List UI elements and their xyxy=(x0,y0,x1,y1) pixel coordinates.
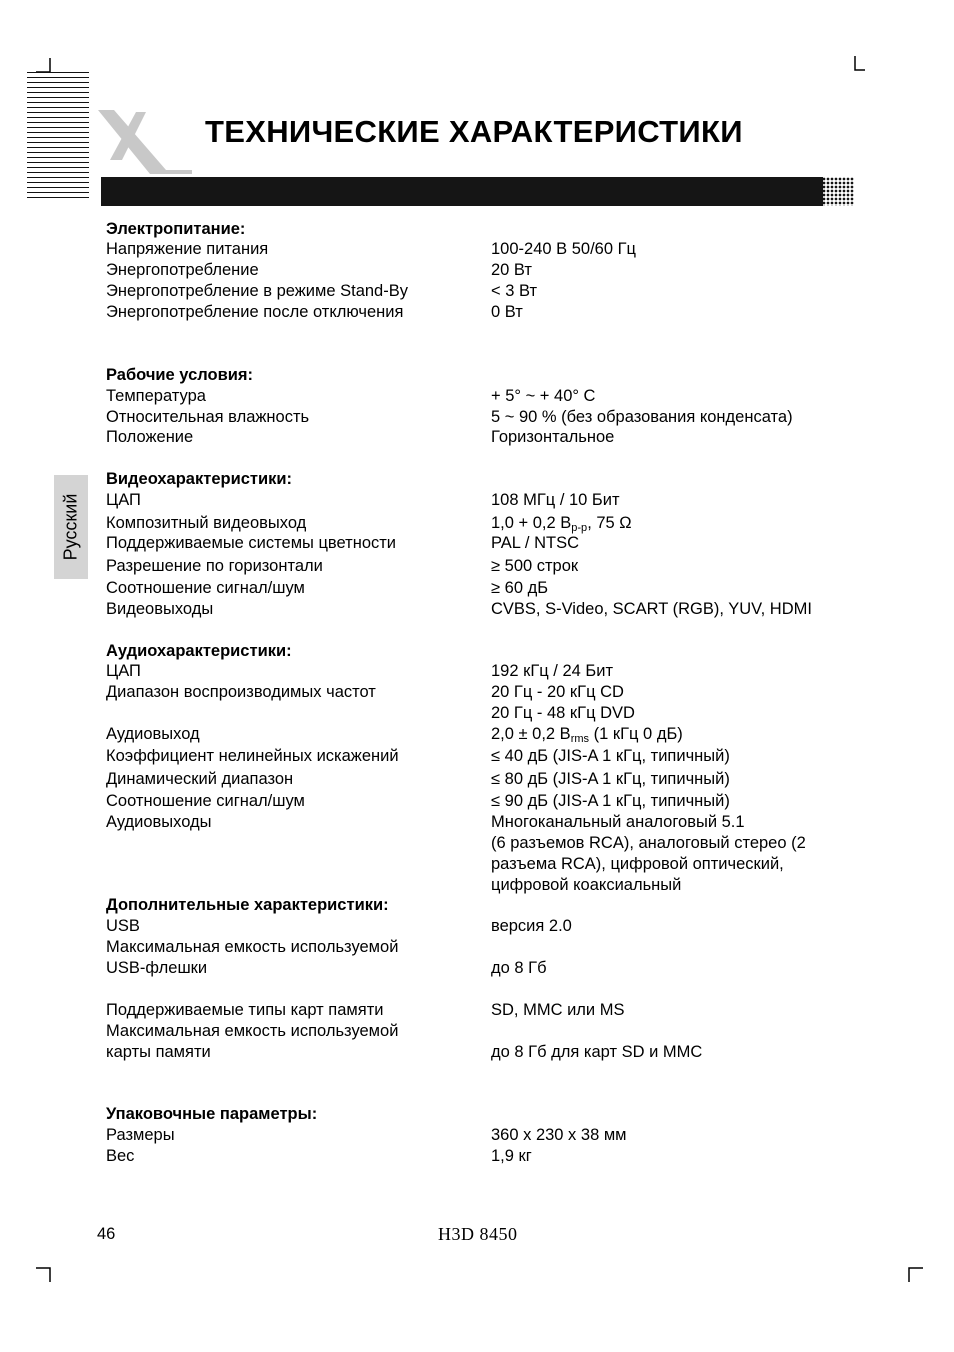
section-header-power: Электропитание: xyxy=(106,220,246,238)
section-header-operating: Рабочие условия: xyxy=(106,366,254,384)
spec-label: ЦАП xyxy=(106,491,141,509)
title-bar-dots xyxy=(818,177,854,206)
spec-value: 100-240 В 50/60 Гц xyxy=(491,240,636,258)
header-stripes xyxy=(27,72,89,200)
value-subscript: rms xyxy=(570,733,590,745)
spec-label: Коэффициент нелинейных искажений xyxy=(106,747,399,765)
spec-label: Размеры xyxy=(106,1126,175,1144)
spec-value: ≤ 40 дБ (JIS-A 1 кГц, типичный) xyxy=(491,747,730,765)
page-title: ТЕХНИЧЕСКИЕ ХАРАКТЕРИСТИКИ xyxy=(205,114,743,149)
spec-value: до 8 Гб xyxy=(491,959,547,977)
spec-label: USB-флешки xyxy=(106,959,208,977)
spec-label: Температура xyxy=(106,387,206,405)
spec-label: Поддерживаемые системы цветности xyxy=(106,534,397,552)
spec-value: 20 Гц - 20 кГц CD xyxy=(491,683,624,701)
spec-value: до 8 Гб для карт SD и MMC xyxy=(491,1043,703,1061)
spec-value: SD, MMC или MS xyxy=(491,1001,625,1019)
spec-value: 360 x 230 x 38 мм xyxy=(491,1126,627,1144)
section-header-audio: Аудиохарактеристики: xyxy=(106,642,292,660)
spec-label: Композитный видеовыход xyxy=(106,514,307,532)
spec-value: Многоканальный аналоговый 5.1 xyxy=(491,813,745,831)
spec-label: Напряжение питания xyxy=(106,240,269,258)
spec-label: Динамический диапазон xyxy=(106,770,294,788)
spec-value: 5 ~ 90 % (без образования конденсата) xyxy=(491,408,793,426)
language-tab-label: Русский xyxy=(60,493,81,561)
spec-value: ≥ 500 строк xyxy=(491,557,579,575)
spec-label: карты памяти xyxy=(106,1043,211,1061)
spec-value: ≥ 60 дБ xyxy=(491,579,549,597)
spec-value: 1,9 кг xyxy=(491,1147,532,1165)
spec-label: Аудиовыход xyxy=(106,725,200,743)
spec-value: версия 2.0 xyxy=(491,917,572,935)
crop-mark-bottom-left xyxy=(36,1266,54,1282)
spec-label: Положение xyxy=(106,428,194,446)
value-part: 1,0 + 0,2 В xyxy=(491,514,572,532)
spec-label: Максимальная емкость используемой xyxy=(106,938,399,956)
spec-label: Диапазон воспроизводимых частот xyxy=(106,683,376,701)
crop-mark-top-right xyxy=(852,56,868,72)
spec-value: разъема RCA), цифровой оптический, xyxy=(491,855,784,873)
spec-label: Соотношение сигнал/шум xyxy=(106,792,305,810)
spec-value: 20 Вт xyxy=(491,261,532,279)
spec-label: USB xyxy=(106,917,140,935)
spec-value: + 5° ~ + 40° C xyxy=(491,387,596,405)
language-tab xyxy=(54,475,88,579)
spec-value: (6 разъемов RCA), аналоговый стерео (2 xyxy=(491,834,806,852)
spec-value: 192 кГц / 24 Бит xyxy=(491,662,614,680)
value-part: , 75 Ω xyxy=(587,514,632,532)
spec-label: Энергопотребление после отключения xyxy=(106,303,404,321)
section-header-video: Видеохарактеристики: xyxy=(106,470,293,488)
spec-value: < 3 Вт xyxy=(491,282,537,300)
spec-value: PAL / NTSC xyxy=(491,534,580,552)
spec-label: Энергопотребление xyxy=(106,261,259,279)
spec-label: Соотношение сигнал/шум xyxy=(106,579,305,597)
section-header-extra: Дополнительные характеристики: xyxy=(106,896,389,914)
value-part: 2,0 ± 0,2 В xyxy=(491,725,571,743)
spec-value: 108 МГц / 10 Бит xyxy=(491,491,620,509)
page-number: 46 xyxy=(97,1225,116,1243)
spec-label: Поддерживаемые типы карт памяти xyxy=(106,1001,384,1019)
crop-mark-bottom-right xyxy=(906,1266,924,1282)
spec-label: Максимальная емкость используемой xyxy=(106,1022,399,1040)
value-part: (1 кГц 0 дБ) xyxy=(589,725,683,743)
spec-label: Энергопотребление в режиме Stand-By xyxy=(106,282,408,300)
x-logo-icon xyxy=(96,108,196,178)
section-header-package: Упаковочные параметры: xyxy=(106,1105,318,1123)
title-bar xyxy=(101,177,823,206)
spec-value: ≤ 80 дБ (JIS-A 1 кГц, типичный) xyxy=(491,770,730,788)
value-subscript: p-p xyxy=(571,522,588,534)
spec-value: 0 Вт xyxy=(491,303,523,321)
spec-label: Относительная влажность xyxy=(106,408,310,426)
spec-label: Разрешение по горизонтали xyxy=(106,557,323,575)
spec-label: Вес xyxy=(106,1147,135,1165)
spec-label: ЦАП xyxy=(106,662,141,680)
spec-label: Видеовыходы xyxy=(106,600,214,618)
spec-value: CVBS, S-Video, SCART (RGB), YUV, HDMI xyxy=(491,600,812,618)
spec-value: 20 Гц - 48 кГц DVD xyxy=(491,704,635,722)
model-name: H3D 8450 xyxy=(438,1224,518,1244)
spec-value: цифровой коаксиальный xyxy=(491,876,682,894)
spec-label: Аудиовыходы xyxy=(106,813,212,831)
spec-value: ≤ 90 дБ (JIS-A 1 кГц, типичный) xyxy=(491,792,730,810)
spec-value: Горизонтальное xyxy=(491,428,615,446)
